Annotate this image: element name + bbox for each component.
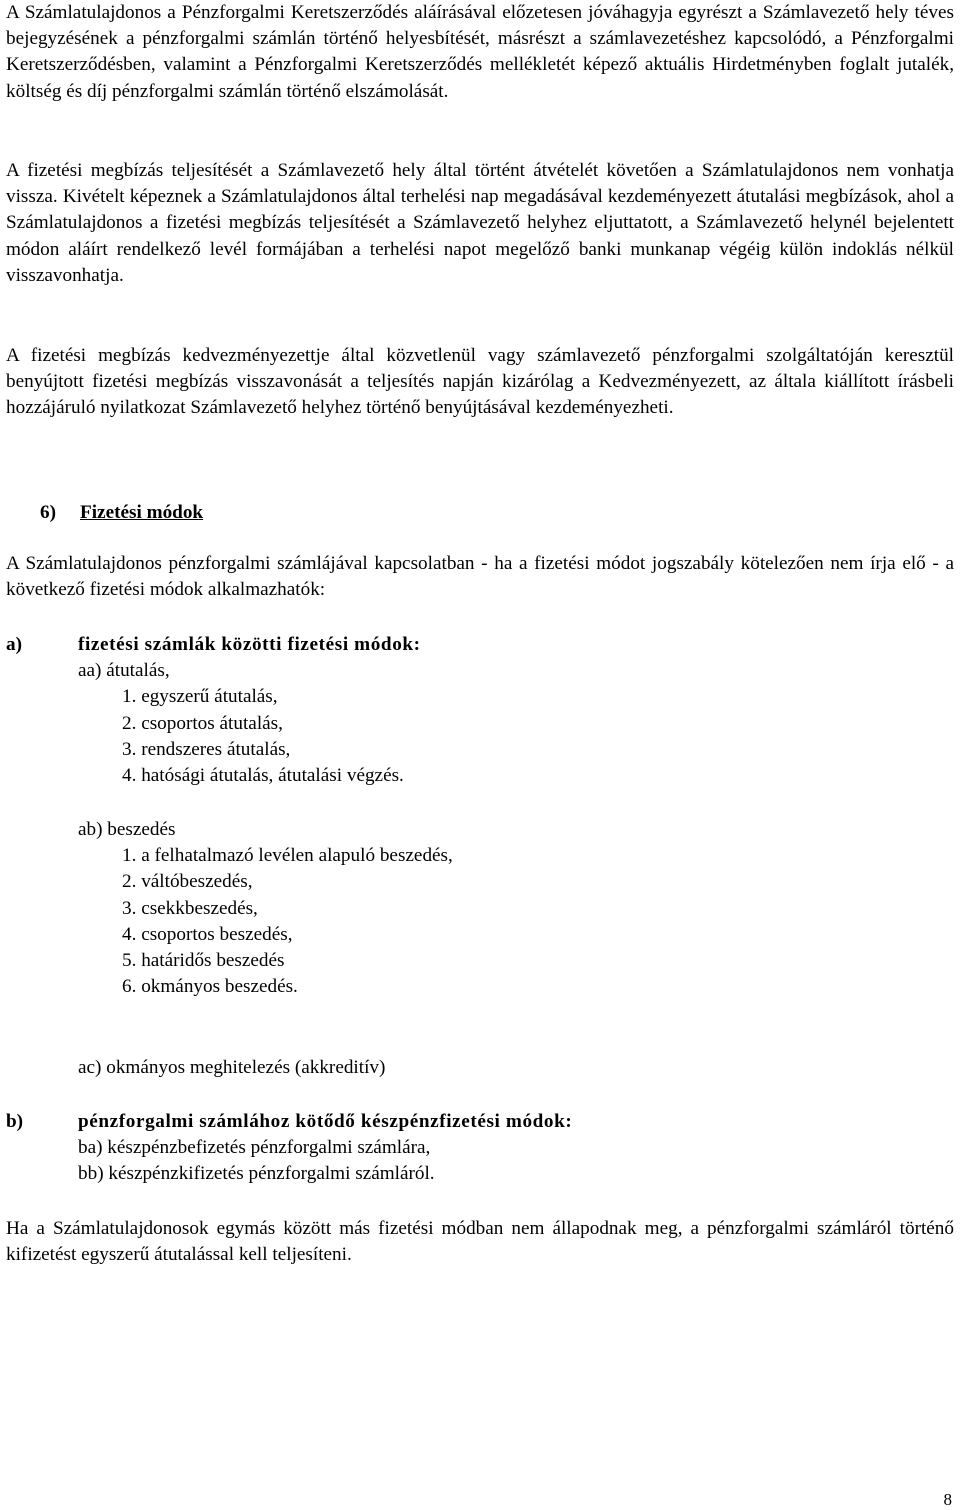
section-b-title: pénzforgalmi számlához kötődő készpénzfizetési módok: (78, 1111, 573, 1132)
section-heading (40, 500, 203, 526)
list-item: 5. határidős beszedés (122, 950, 285, 972)
list-item: 3. rendszeres átutalás, (122, 738, 291, 760)
section-title: Fizetési módok (80, 502, 204, 523)
section-a-title: fizetési számlák közötti fizetési módok: (78, 634, 421, 655)
list-item: 2. csoportos átutalás, (122, 712, 283, 734)
list-item: 3. csekkbeszedés, (122, 897, 258, 919)
section-number: 6) (40, 502, 56, 523)
paragraph-payment-methods-intro: A Számlatulajdonos pénzforgalmi számlájával kapcsolatban - ha a fizetési módot jogszabály kötelezően nem írja elő - a következő fizetési módok alkalmazhatók: (6, 553, 954, 601)
paragraph-revocation: A fizetési megbízás teljesítését a Számlavezető hely által történt átvételét követően a Számlatulajdonos nem vonhatja vissza. Kivételt képeznek a Számlatulajdonos által terhelési nap megadásával kezdeményezett átutalási megbízások, ahol a Számlatulajdonos a fizetési megbízás teljesítését a Számlavezető helyhez eljuttatott, a Számlavezető helynél bejelentett módon aláírt rendelkező levél formájában a terhelési napot megelőző banki munkanap végéig külön indoklás nélkül visszavonhatja. (6, 160, 954, 286)
group-aa-label: aa) átutalás, (78, 660, 170, 682)
group-aa-list (122, 684, 948, 789)
paragraph-default-transfer: Ha a Számlatulajdonosok egymás között más fizetési módban nem állapodnak meg, a pénzforgalmi számláról történő kifizetést egyszerű átutalással kell teljesíteni. (6, 1218, 954, 1266)
list-item: ba) készpénzbefizetés pénzforgalmi számlára, (78, 1137, 431, 1159)
paragraph-beneficiary-revocation: A fizetési megbízás kedvezményezettje által közvetlenül vagy számlavezető pénzforgalmi szolgáltatóján keresztül benyújtott fizetési megbízás visszavonását a teljesítés napján kizárólag a Kedvezményezett, az általa kiállított írásbeli hozzájáruló nyilatkozat Számlavezető helyhez történő benyújtásával kezdeményezheti. (6, 345, 954, 419)
list-item: 4. csoportos beszedés, (122, 923, 293, 945)
list-item: 1. a felhatalmazó levélen alapuló beszedés, (122, 845, 453, 867)
group-ab-label: ab) beszedés (78, 819, 176, 840)
list-item: bb) készpénzkifizetés pénzforgalmi számláról. (78, 1163, 435, 1185)
group-ab (78, 817, 948, 1000)
group-ab-list (122, 843, 948, 1000)
group-ac (78, 1055, 948, 1081)
group-ac-label: ac) okmányos meghitelezés (akkreditív) (78, 1057, 386, 1078)
section-a-letter: a) (6, 634, 22, 655)
page-number: 8 (943, 1490, 952, 1509)
list-item: 1. egyszerű átutalás, (122, 686, 278, 708)
list-item: 4. hatósági átutalás, átutalási végzés. (122, 765, 404, 787)
list-item: 2. váltóbeszedés, (122, 871, 253, 893)
list-item: 6. okmányos beszedés. (122, 976, 298, 998)
paragraph-prior-approval: A Számlatulajdonos a Pénzforgalmi Keretszerződés aláírásával előzetesen jóváhagyja egyrészt a Számlavezető hely téves bejegyzésének a pénzforgalmi számlán történő helyesbítését, másrészt a számlavezetéshez kapcsolódó, a Pénzforgalmi Keretszerződésben, valamint a Pénzforgalmi Keretszerződés mellékletét képező aktuális Hirdetményben foglalt jutalék, költség és díj pénzforgalmi számlán történő elszámolását. (6, 2, 954, 102)
section-b-letter: b) (6, 1111, 24, 1132)
